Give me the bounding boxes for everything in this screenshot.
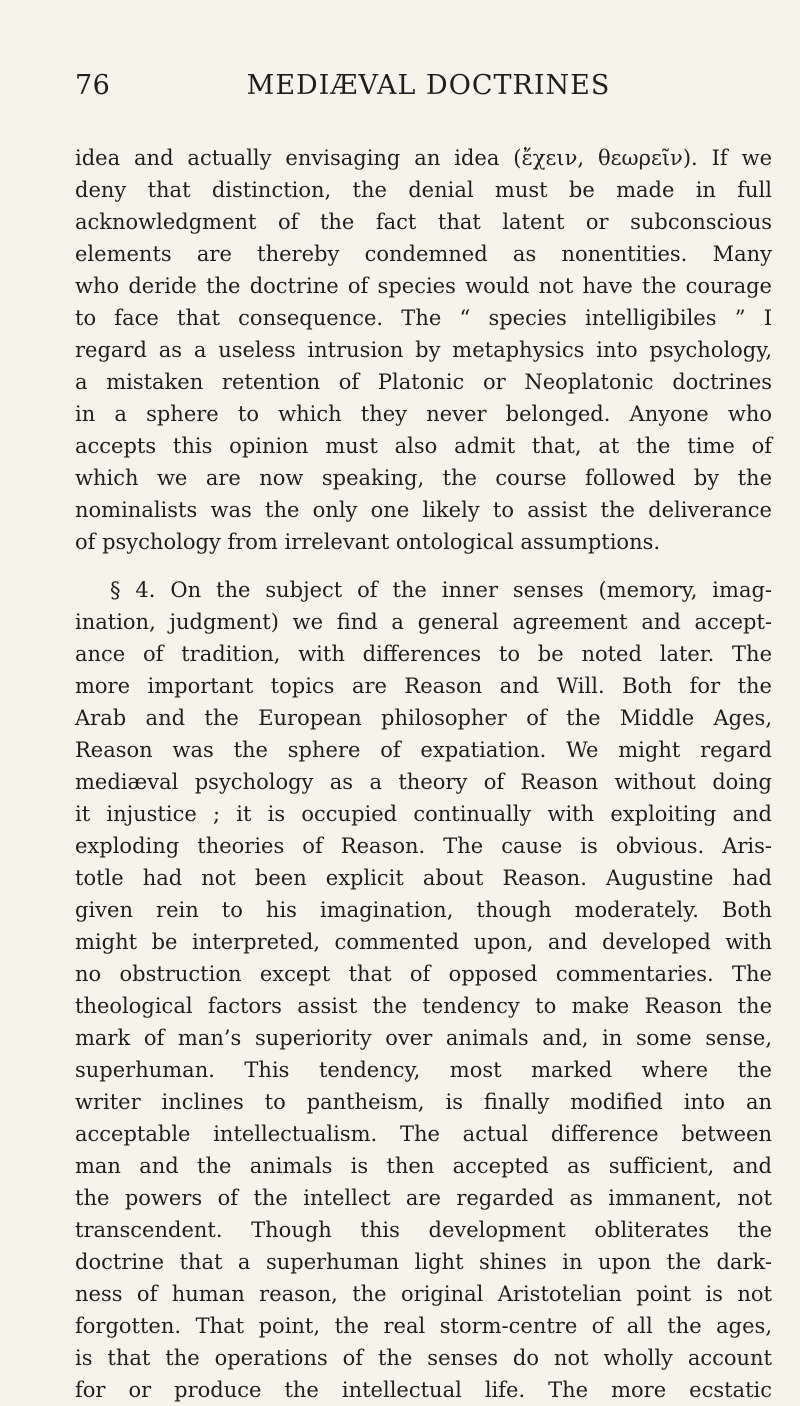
text-line: in a sphere to which they never belonged. Anyone who (75, 402, 772, 426)
text-line: man and the animals is then accepted as sufficient, and (75, 1154, 772, 1178)
text-line: mark of man’s superiority over animals and, in some sense, (75, 1026, 772, 1050)
text-line: superhuman. This tendency, most marked where the (75, 1058, 772, 1082)
paragraph-2 (75, 574, 772, 1406)
text-line: of psychology from irrelevant ontological assumptions. (75, 530, 661, 554)
text-line: for or produce the intellectual life. The more ecstatic (75, 1378, 772, 1402)
text-line: ance of tradition, with differences to be noted later. The (75, 642, 772, 666)
text-line: accepts this opinion must also admit that, at the time of (75, 434, 772, 458)
text-line: mediæval psychology as a theory of Reason without doing (75, 770, 772, 794)
text-line: is that the operations of the senses do not wholly account (75, 1346, 772, 1370)
text-line: which we are now speaking, the course followed by the (75, 466, 772, 490)
text-line: forgotten. That point, the real storm-centre of all the ages, (75, 1314, 772, 1338)
text-line: Reason was the sphere of expatiation. We might regard (75, 738, 772, 762)
text-line: a mistaken retention of Platonic or Neoplatonic doctrines (75, 370, 772, 394)
text-line: no obstruction except that of opposed commentaries. The (75, 962, 772, 986)
text-line: writer inclines to pantheism, is finally modified into an (75, 1090, 772, 1114)
text-line: who deride the doctrine of species would not have the courage (75, 274, 772, 298)
text-line: transcendent. Though this development obliterates the (75, 1218, 772, 1242)
text-line: acceptable intellectualism. The actual difference between (75, 1122, 772, 1146)
text-line: to face that consequence. The “ species intelligibiles ” I (75, 306, 772, 330)
text-line: exploding theories of Reason. The cause is obvious. Aris- (75, 834, 772, 858)
text-line: the powers of the intellect are regarded as immanent, not (75, 1186, 772, 1210)
text-line: theological factors assist the tendency to make Reason the (75, 994, 772, 1018)
text-line: it injustice ; it is occupied continually with exploiting and (75, 802, 772, 826)
running-title: MEDIÆVAL DOCTRINES (246, 70, 611, 101)
text-line: might be interpreted, commented upon, and developed with (75, 930, 772, 954)
text-line: regard as a useless intrusion by metaphysics into psychology, (75, 338, 772, 362)
text-line: totle had not been explicit about Reason. Augustine had (75, 866, 772, 890)
page-header (75, 70, 772, 110)
text-line: Arab and the European philosopher of the Middle Ages, (75, 706, 772, 730)
paragraph-gap (75, 558, 772, 574)
text-line: ness of human reason, the original Aristotelian point is not (75, 1282, 772, 1306)
text-line: acknowledgment of the fact that latent or subconscious (75, 210, 772, 234)
text-line: § 4. On the subject of the inner senses (memory, imag- (110, 578, 772, 602)
text-line: doctrine that a superhuman light shines in upon the dark- (75, 1250, 772, 1274)
text-line: elements are thereby condemned as nonentities. Many (75, 242, 772, 266)
text-line: more important topics are Reason and Will. Both for the (75, 674, 772, 698)
page-number: 76 (75, 70, 111, 101)
text-line: given rein to his imagination, though moderately. Both (75, 898, 772, 922)
text-line: idea and actually envisaging an idea (ἔχειν, θεωρεῖν). If we (75, 146, 772, 170)
text-line: deny that distinction, the denial must be made in full (75, 178, 772, 202)
text-line: nominalists was the only one likely to assist the deliverance (75, 498, 772, 522)
text-line: ination, judgment) we find a general agreement and accept- (75, 610, 772, 634)
paragraph-1 (75, 142, 772, 558)
body-text (75, 142, 772, 1406)
